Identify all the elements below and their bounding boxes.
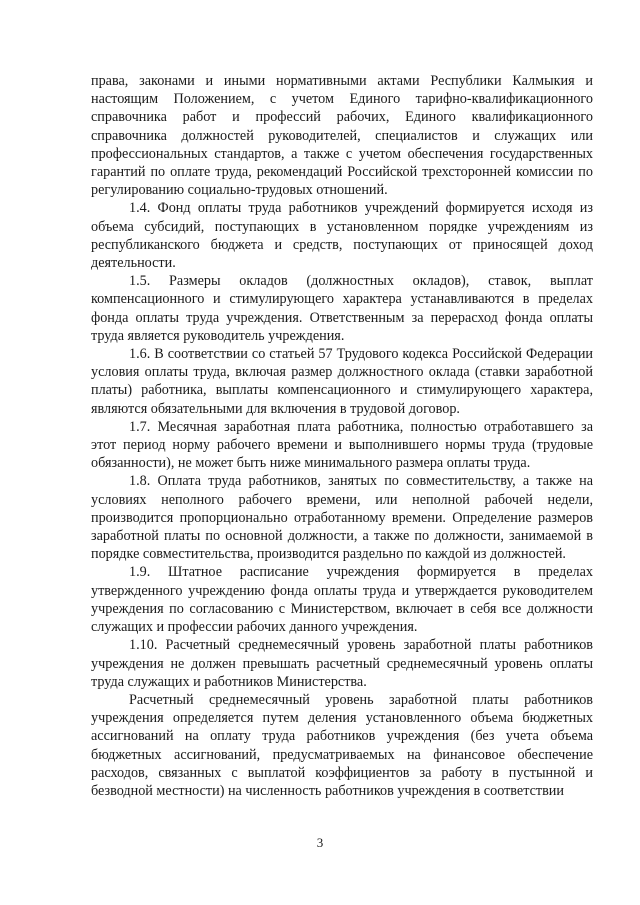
paragraph-1-9: 1.9. Штатное расписание учреждения формируется в пределах утвержденного учреждению фонда оплаты труда и утверждается руководителем учреждения по согласованию с Министерством, включает в себя все должности служащих и профессии рабочих данного учреждения. [91,564,593,636]
paragraph-continuation: права, законами и иными нормативными актами Республики Калмыкия и настоящим Положением, с учетом Единого тарифно-квалификационного справочника работ и профессий рабочих, Единого квалификационного справочника должностей руководителей, специалистов и служащих или профессиональных стандартов, а также с учетом обеспечения государственных гарантий по оплате труда, рекомендаций Российской трехсторонней комиссии по регулированию социально-трудовых отношений. [91,73,593,199]
paragraph-calculation: Расчетный среднемесячный уровень заработной платы работников учреждения определяется путем деления установленного объема бюджетных ассигнований на оплату труда работников учреждения (без учета объема бюджетных ассигнований, предусматриваемых на финансовое обеспечение расходов, связанных с выплатой коэффициентов за работу в пустынной и безводной местности) на численность работников учреждения в соответствии [91,691,593,799]
paragraph-1-8: 1.8. Оплата труда работников, занятых по совместительству, а также на условиях неполного рабочего времени, или неполной рабочей недели, производится пропорционально отработанному времени. Определение размеров заработной платы по основной должности, а также по должности, занимаемой в порядке совместительства, производится раздельно по каждой из должностей. [91,473,593,563]
document-body [91,72,593,800]
paragraph-1-7: 1.7. Месячная заработная плата работника, полностью отработавшего за этот период норму рабочего времени и выполнившего нормы труда (трудовые обязанности), не может быть ниже минимального размера оплаты труда. [91,418,593,472]
page-number: 3 [316,835,324,850]
paragraph-1-4: 1.4. Фонд оплаты труда работников учреждений формируется исходя из объема субсидий, поступающих в установленном порядке учреждениям из республиканского бюджета и средств, поступающих от приносящей доход деятельности. [91,200,593,272]
paragraph-1-10: 1.10. Расчетный среднемесячный уровень заработной платы работников учреждения не должен превышать расчетный среднемесячный уровень оплаты труда служащих и работников Министерства. [91,637,593,690]
paragraph-1-6: 1.6. В соответствии со статьей 57 Трудового кодекса Российской Федерации условия оплаты труда, включая размер должностного оклада (ставки заработной платы) работника, выплаты компенсационного и стимулирующего характера, являются обязательными для включения в трудовой договор. [91,346,593,417]
paragraph-1-5: 1.5. Размеры окладов (должностных окладов), ставок, выплат компенсационного и стимулирующего характера устанавливаются в пределах фонда оплаты труда учреждения. Ответственным за перерасход фонда оплаты труда является руководитель учреждения. [91,273,593,344]
